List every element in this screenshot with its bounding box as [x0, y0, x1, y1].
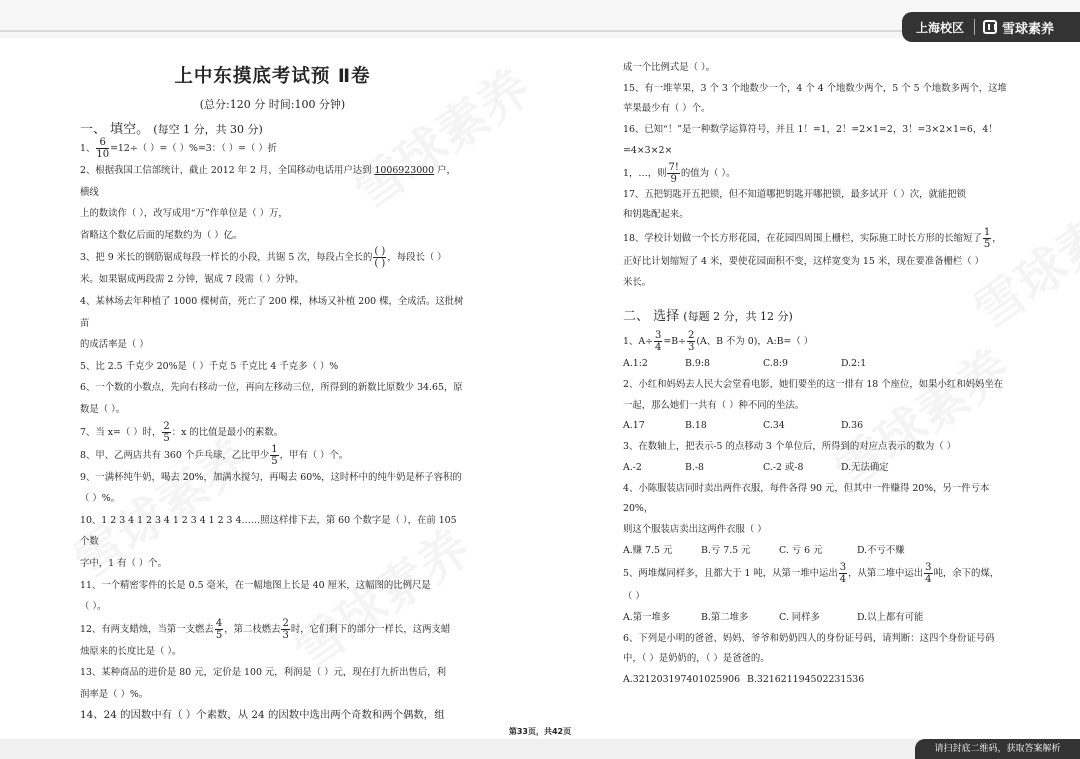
brand-separator	[974, 19, 975, 35]
option-a: A.321203197401025906	[623, 674, 741, 686]
question-text: 时，它们剩下的部分一样长，这两支蜡	[290, 623, 451, 635]
option-c: C. 亏 6 元	[779, 544, 823, 556]
fraction	[667, 162, 679, 185]
question-line: 正好比计划缩短了 4 米，要使花园面积不变，这样宽变为 15 米，现在要准备栅栏（ ）	[623, 255, 984, 267]
question: 14、24 的因数中有（ ）个素数，从 24 的因数中选出两个奇数和两个偶数，组	[80, 709, 445, 722]
question-line: 中，（ ）是奶奶的，（ ）是爸爸的。	[623, 653, 770, 665]
question: 13、某种商品的进价是 80 元，定价是 100 元，利润是（ ）元，现在打九折出售后，利	[80, 667, 447, 679]
option-c: C.-2 或-8	[763, 461, 804, 473]
campus-label: 上海校区	[916, 20, 965, 35]
option-d: D.2:1	[841, 358, 867, 370]
question-text: 5、两堆煤同样多，且都大于 1 吨，从第一堆中运出	[623, 568, 838, 580]
question-line: （ ）。	[80, 601, 107, 613]
option-c: C. 同样多	[779, 612, 820, 624]
question-text: 18、学校计划做一个长方形花园，在花园四周围上栅栏，实际施工时长方形的长缩短了	[623, 232, 982, 244]
fraction-numerator: 2	[163, 420, 170, 432]
fraction-denominator: 3	[687, 342, 695, 354]
question-line: 一起，那么她们一共有（ ）种不同的坐法。	[623, 399, 805, 411]
option-b: B.亏 7.5 元	[701, 544, 751, 556]
question-text: 8、甲、乙两店共有 360 个乒乓球，乙比甲少	[80, 449, 270, 461]
fraction-numerator: 1	[271, 443, 278, 455]
fraction-numerator: 1	[983, 226, 991, 238]
fraction-denominator: 3	[282, 629, 289, 641]
answer-options	[623, 354, 1008, 375]
question-text: 1、	[80, 143, 96, 154]
option-a: A.1:2	[623, 358, 648, 370]
fraction-denominator: 5	[271, 455, 278, 467]
question-text: 7、当 x=（ ）时，	[80, 426, 162, 438]
fraction-numerator: 2	[687, 330, 695, 342]
question: 5、比 2.5 千克少 20%是（ ）千克 5 千克比 4 千克多（ ）%	[80, 360, 339, 372]
fraction	[983, 227, 991, 250]
top-banner	[0, 0, 1080, 38]
question-text: =12÷（ ）=（ ）%=3：（ ）=（ ）折	[110, 143, 278, 154]
question	[80, 246, 465, 269]
section-heading	[623, 305, 1008, 324]
fraction-denominator: 5	[215, 629, 223, 641]
option-b: B.9:8	[685, 358, 710, 370]
question: 4、小陈服装店同时卖出两件衣服，每件各得 90 元，但其中一件赚得 20%，另一件亏本 20%，	[623, 482, 990, 515]
question: 17、五把钥匙开五把锁，但不知道哪把钥匙开哪把锁，最多试开（ ）次，就能把锁	[623, 188, 967, 200]
fraction-denominator: 4	[654, 342, 662, 354]
section-title: 二、 选择	[623, 309, 680, 325]
question-line: 上的数读作（ ），改写成用“万”作单位是（ ）万，	[80, 208, 288, 220]
option-a: A.赚 7.5 元	[623, 544, 673, 556]
exam-info: (总分:120 分 时间:100 分钟)	[199, 98, 346, 111]
fraction-denominator: 5	[163, 432, 170, 444]
question-text: 户，横线	[80, 165, 456, 198]
question	[80, 137, 465, 160]
question	[80, 160, 465, 203]
option-c: C.8:9	[763, 358, 788, 370]
question-text: ，每段长（ ）	[387, 252, 447, 264]
option-b: B.-8	[685, 461, 705, 473]
question: 15、有一堆苹果，3 个 3 个地数少一个，4 个 4 个地数少两个，5 个 5 个地数多两个，这堆	[623, 82, 1007, 94]
fraction-numerator: 3	[654, 330, 662, 342]
fraction	[281, 618, 289, 641]
fraction	[654, 330, 662, 353]
fraction-numerator: ( )	[374, 246, 386, 258]
underlined-number: 1006923000	[374, 165, 435, 176]
question-line: 则这个服装店卖出这两件衣服（ ）	[623, 523, 767, 535]
option-d: D.以上都有可能	[857, 612, 924, 624]
question-line: 字中，1 有（ ）个。	[80, 557, 167, 569]
answer-options	[623, 608, 1008, 629]
question: 3、在数轴上，把表示-5 的点移动 3 个单位后，所得到的对应点表示的数为（ ）	[623, 441, 956, 453]
answer-options	[623, 670, 1008, 691]
question-text: 1，…，则	[623, 167, 667, 179]
question-text: =B÷	[663, 336, 686, 348]
answer-options	[623, 541, 1008, 562]
section-note: (每题 2 分，共 12 分)	[683, 310, 793, 324]
question	[623, 330, 1008, 354]
section-note: (每空 1 分，共 30 分)	[153, 123, 263, 136]
option-a: A.17	[623, 420, 645, 432]
answer-options	[623, 416, 1008, 437]
question-text: 吨，余下的煤，	[933, 568, 1000, 580]
question-line: 的成活率是（ ）	[80, 339, 149, 351]
question-line: 省略这个数亿后面的尾数约为（ ）亿。	[80, 229, 243, 241]
fraction-numerator: 6	[96, 137, 109, 149]
fraction-numerator: 7!	[668, 161, 679, 173]
question: 4、某林场去年种植了 1000 棵树苗，死亡了 200 棵，林场又补植 200 棵，全成活。这批树苗	[80, 295, 464, 329]
fraction-denominator: ( )	[374, 258, 386, 270]
question-text: 2、根据我国工信部统计，截止 2012 年 2 月，全国移动电话用户达到	[80, 165, 375, 176]
page-number: 第33页，共42页	[508, 727, 572, 736]
fraction-numerator: 2	[282, 617, 289, 629]
question-line: 米长。	[623, 276, 652, 288]
fraction-denominator: 4	[839, 574, 847, 586]
right-column	[623, 58, 1008, 691]
brand-name: 雪球素养	[1002, 21, 1055, 37]
question: 10、1 2 3 4 1 2 3 4 1 2 3 4 1 2 3 4……照这样排下去，第 60 个数字是（ ），在前 105 个数	[80, 514, 457, 548]
brand-badge	[902, 12, 1080, 42]
answer-hint-tag: 请扫封底二维码，获取答案解析	[915, 739, 1080, 759]
question: 6、一个数的小数点，先向右移动一位，再向左移动三位，所得到的新数比原数少 34.65，原	[80, 382, 463, 394]
option-c: C.34	[763, 420, 785, 432]
fraction	[270, 444, 278, 467]
question-text: 3、把 9 米长的钢筋锯成每段一样长的小段，共锯 5 次，每段占全长的	[80, 252, 373, 264]
fraction	[924, 562, 932, 585]
question-text: 1、A÷	[623, 336, 653, 348]
fraction-numerator: 3	[925, 562, 932, 574]
left-column	[80, 52, 465, 727]
fraction-denominator: 10	[96, 149, 110, 160]
bottom-banner	[0, 739, 1080, 759]
question-text: ：x 的比值是最小的素数。	[171, 426, 284, 438]
question-text: ，从第二堆中运出	[848, 568, 924, 580]
page-title: 上中东摸底考试预 Ⅱ卷	[174, 66, 371, 87]
option-d: D.36	[841, 420, 864, 432]
question-line: 润率是（ ）%。	[80, 688, 149, 700]
question: 9、一满杯纯牛奶，喝去 20%，加满水搅匀，再喝去 60%，这时杯中的纯牛奶是杯子容积的	[80, 471, 462, 483]
question-line: 和钥匙配起来。	[623, 209, 689, 221]
question: 11、一个精密零件的长是 0.5 毫米，在一幅地图上长是 40 厘米，这幅图的比例尺是	[80, 579, 431, 591]
question-line: 苹果最少有（ ）个。	[623, 103, 711, 115]
question-text: ，第二枝燃去	[224, 623, 281, 635]
section-title: 一、 填空。	[80, 122, 150, 137]
question-text: (A、B 不为 0)，A:B=（ ）	[696, 336, 814, 348]
question	[623, 226, 1008, 252]
question-line: 米。如果锯成两段需 2 分钟，锯成 7 段需（ ）分钟。	[80, 274, 304, 286]
option-b: B.18	[685, 420, 707, 432]
fraction-denominator: 5	[983, 238, 991, 250]
fraction	[839, 562, 847, 585]
question: 2、小红和妈妈去人民大会堂看电影，她们要坐的这一排有 18 个座位，如果小红和妈妈坐在	[623, 379, 1004, 391]
fraction-numerator: 3	[839, 562, 847, 574]
answer-options	[623, 458, 1008, 479]
question	[623, 561, 1008, 587]
question: 6、下列是小明的爸爸、妈妈、爷爷和奶奶四人的身份证号码，请判断：这四个身份证号码	[623, 632, 995, 644]
fraction	[687, 330, 695, 353]
option-a: A.第一堆多	[623, 612, 671, 624]
question-text: ，	[992, 232, 1002, 244]
question-line: （ ）	[623, 591, 645, 603]
question	[80, 618, 465, 641]
fraction-denominator: 9	[670, 173, 677, 185]
option-d: D.无法确定	[841, 461, 889, 473]
question	[80, 444, 465, 467]
question-line	[623, 162, 1008, 185]
fraction-denominator: 4	[925, 574, 932, 586]
option-d: D.不亏不赚	[857, 544, 905, 556]
question-text: ，甲有（ ）个。	[279, 449, 349, 461]
fraction	[215, 618, 223, 641]
option-b: B.321621194502231536	[747, 674, 865, 686]
section-heading	[80, 118, 465, 137]
question	[80, 421, 465, 444]
fraction-numerator: 4	[215, 617, 223, 629]
question-text: 的值为（ ）。	[680, 167, 736, 179]
question-line: （ ）%。	[80, 493, 121, 505]
fraction	[373, 246, 386, 269]
fraction	[162, 421, 170, 444]
fraction	[96, 137, 109, 160]
question-text: 12、有两支蜡烛，当第一支燃去	[80, 623, 214, 635]
brand-logo-icon	[983, 20, 997, 34]
question-line: 成一个比例式是（ ）。	[623, 62, 716, 73]
question-line: 数是（ ）。	[80, 403, 126, 415]
question: 16、已知“！”是一种数学运算符号，并且 1！=1，2！=2×1=2，3！=3×2×1=6，4！=4×3×2×	[623, 124, 998, 156]
option-a: A.-2	[623, 461, 642, 473]
option-b: B.第二堆多	[701, 612, 749, 624]
question-line: 烛原来的长度比是（ ）。	[80, 645, 182, 657]
